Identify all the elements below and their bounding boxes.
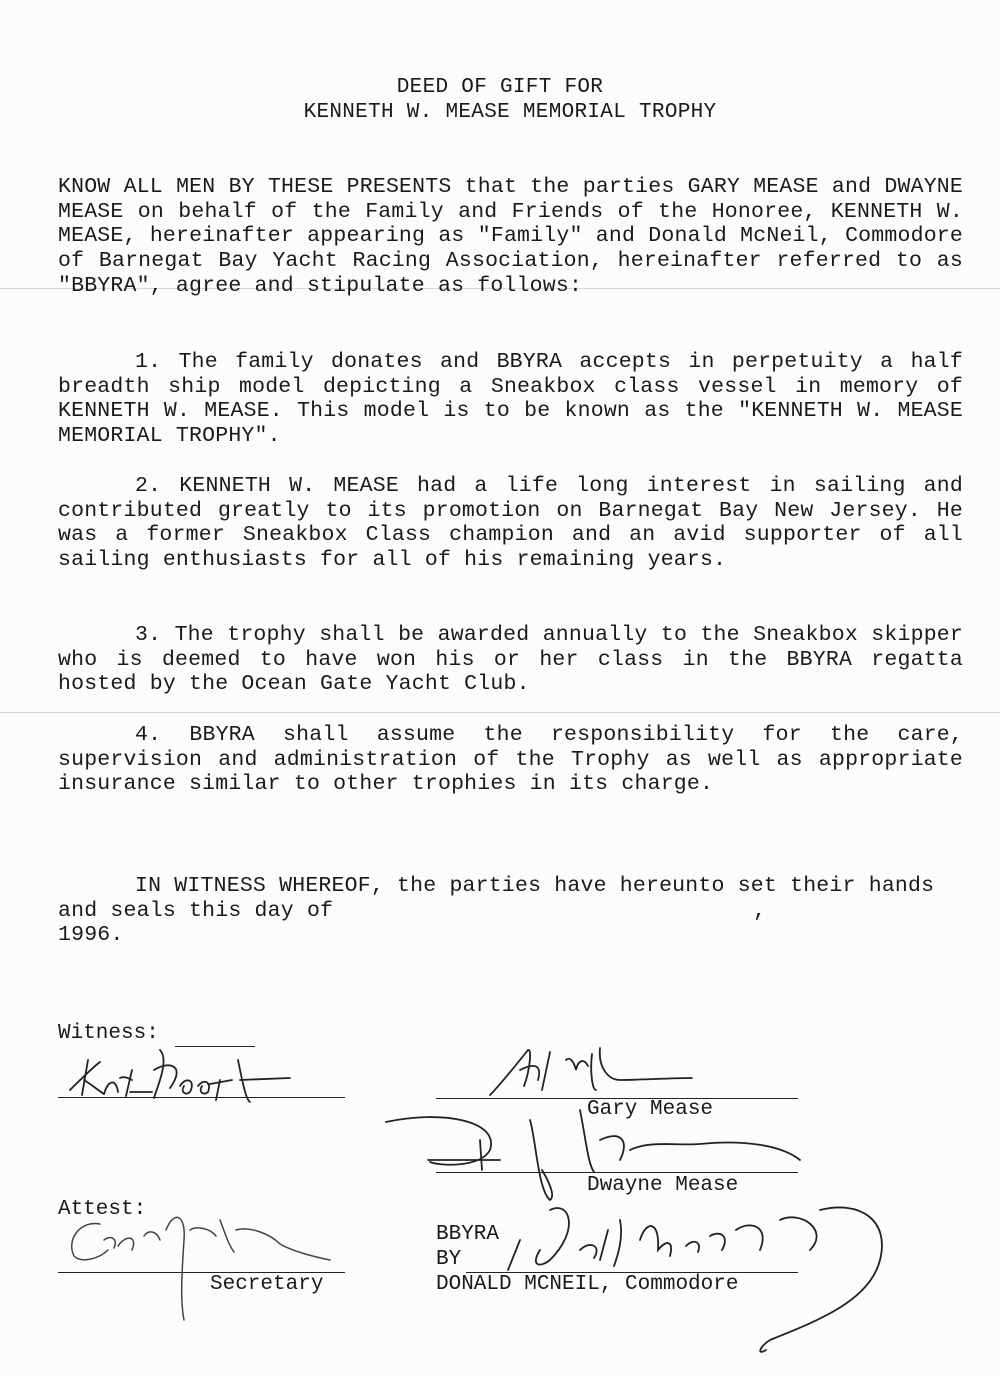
donald-mcneil-label: DONALD MCNEIL, Commodore [436,1273,739,1296]
document-title-line2: KENNETH W. MEASE MEMORIAL TROPHY [303,101,717,124]
witness-clause-text: IN WITNESS WHEREOF, the parties have hereunto set their hands and seals this day of [58,874,935,923]
scan-fold-line [0,712,1000,713]
clause-4: 4. BBYRA shall assume the responsibility for the care, supervision and administration of the Trophy as well as appropriate insurance similar to other trophies in its charge. [58,723,963,797]
witness-clause-year: 1996. [58,923,124,948]
document-title-line1: DEED OF GIFT FOR [396,76,604,99]
clause-3: 3. The trophy shall be awarded annually to the Sneakbox skipper who is deemed to have won his or her class in the BBYRA regatta hosted by the Ocean Gate Yacht Club. [58,623,963,697]
secretary-signature [60,1200,340,1330]
attest-label: Attest: [58,1198,147,1221]
gary-mease-label: Gary Mease [587,1098,714,1121]
secretary-label: Secretary [210,1273,324,1296]
intro-paragraph: KNOW ALL MEN BY THESE PRESENTS that the parties GARY MEASE and DWAYNE MEASE on behalf of the Family and Friends of the Honoree, KENNETH W. MEASE, hereinafter appearing as "Family" and Donald McNeil, Commodore of Barnegat Bay Yacht Racing Association, hereinafter referred to as "BBYRA", agree and stipulate as follows: [58,175,963,298]
by-label: BY [436,1248,462,1271]
witness-clause-comma: , [753,898,767,923]
dwayne-mease-label: Dwayne Mease [587,1174,739,1197]
bbyra-label: BBYRA [436,1223,500,1246]
clause-1: 1. The family donates and BBYRA accepts in perpetuity a half breadth ship model depicting a Sneakbox class vessel in memory of KENNETH W. MEASE. This model is to be known as the "KENNETH W. MEASE MEMORIAL TROPHY". [58,350,963,449]
witness-label: Witness: [58,1022,159,1045]
witness-clause [58,874,963,948]
clause-2: 2. KENNETH W. MEASE had a life long interest in sailing and contributed greatly to its promotion on Barnegat Bay New Jersey. He was a former Sneakbox Class champion and an avid supporter of all sailing enthusiasts for all of his remaining years. [58,474,963,573]
witness-signature [60,1040,320,1110]
